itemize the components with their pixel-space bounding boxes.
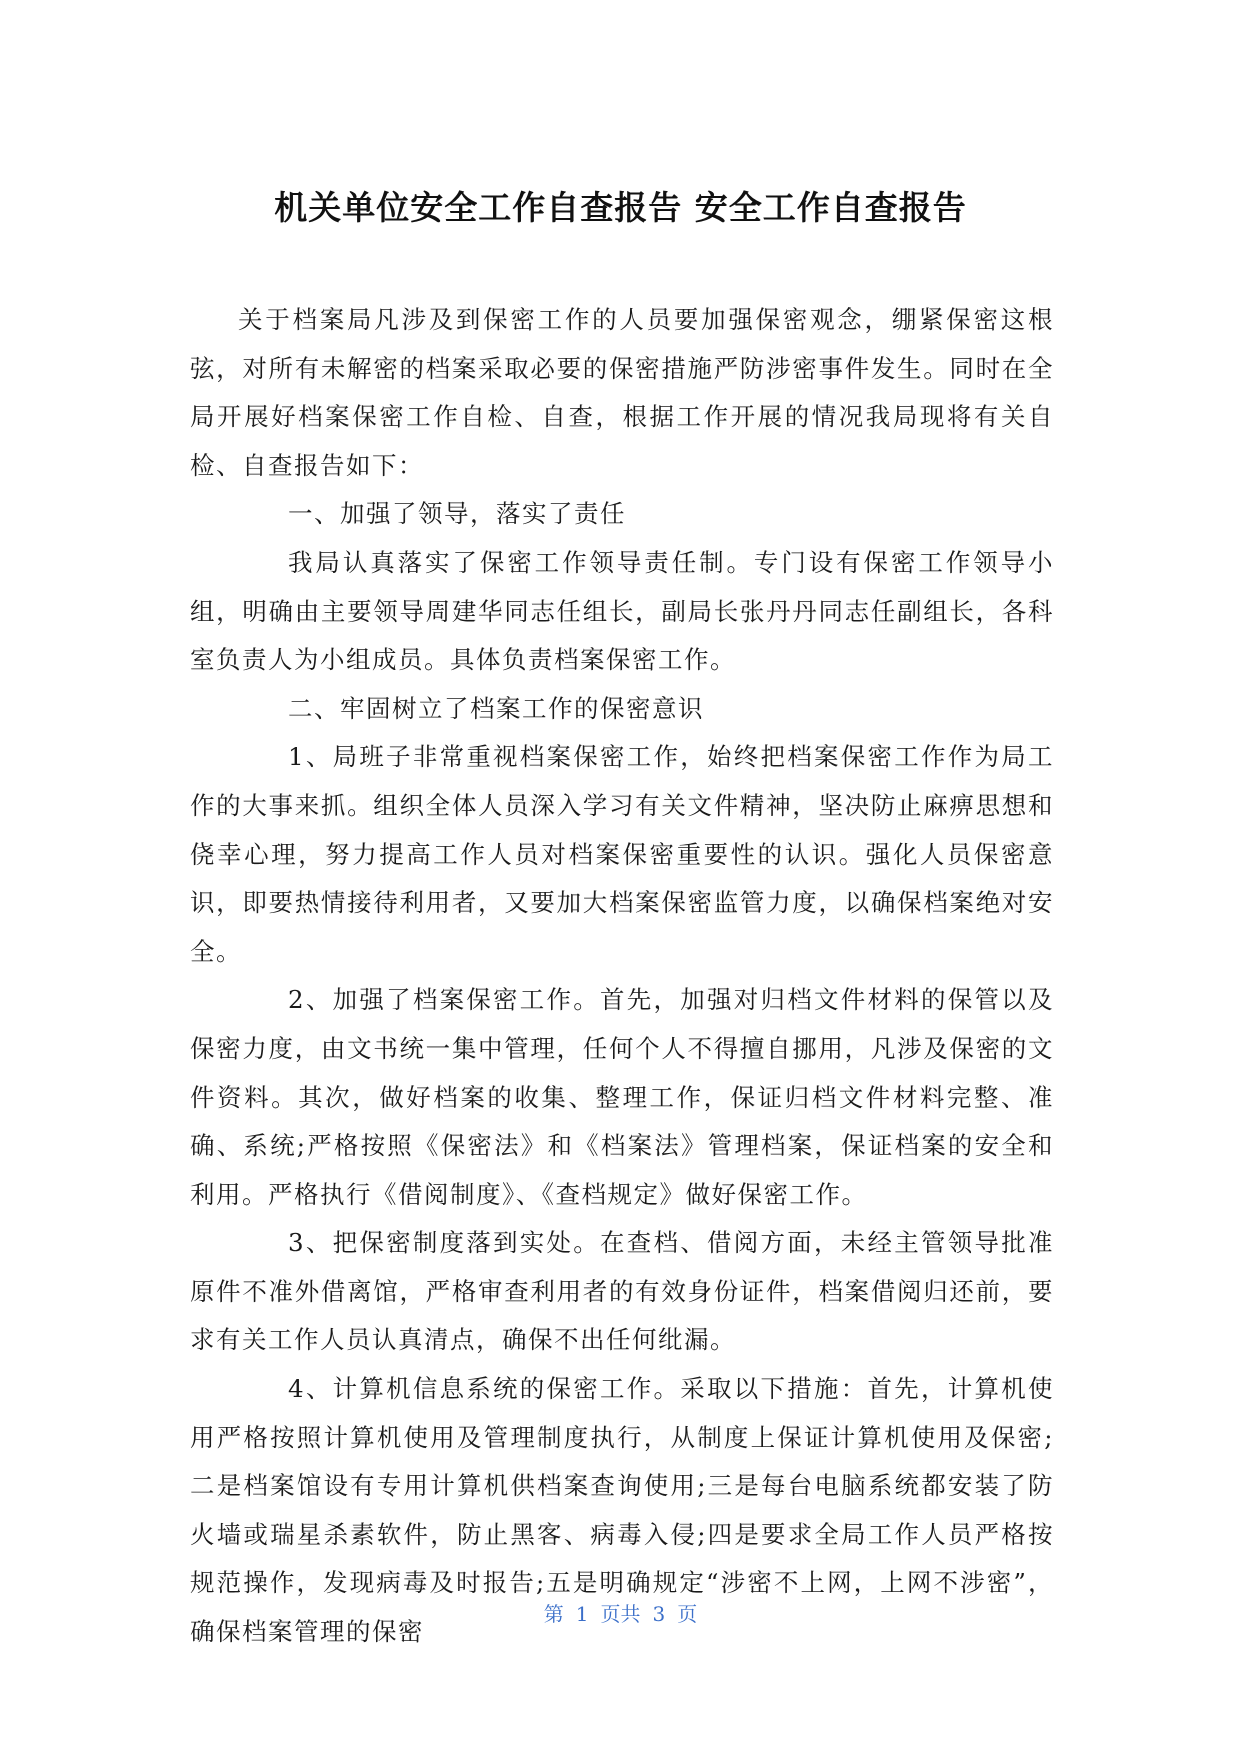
paragraph-item-1: 1、局班子非常重视档案保密工作，始终把档案保密工作作为局工作的大事来抓。组织全体人员深入学习有关文件精神，坚决防止麻痹思想和侥幸心理，努力提高工作人员对档案保密重要性的认识。强化人员保密意识，即要热情接待利用者，又要加大档案保密监管力度，以确保档案绝对安全。: [190, 742, 1054, 966]
footer-page-label: 第: [543, 1602, 564, 1626]
paragraph-item-2: 2、加强了档案保密工作。首先，加强对归档文件材料的保管以及保密力度，由文书统一集中管理，任何个人不得擅自挪用，凡涉及保密的文件资料。其次，做好档案的收集、整理工作，保证归档文件材料完整、准确、系统;严格按照《保密法》和《档案法》管理档案，保证档案的安全和利用。严格执行《借阅制度》、《查档规定》做好保密工作。: [190, 985, 1054, 1209]
page-footer: [0, 1599, 1241, 1629]
heading-section-1: 一、加强了领导，落实了责任: [288, 499, 626, 529]
paragraph-item-3: 3、把保密制度落到实处。在查档、借阅方面，未经主管领导批准原件不准外借离馆，严格审查利用者的有效身份证件，档案借阅归还前，要求有关工作人员认真清点，确保不出任何纰漏。: [190, 1228, 1054, 1355]
document-body: [190, 296, 1054, 1657]
footer-end-label: 页: [677, 1602, 698, 1626]
paragraph-section-1: 我局认真落实了保密工作领导责任制。专门设有保密工作领导小组，明确由主要领导周建华同志任组长，副局长张丹丹同志任副组长，各科室负责人为小组成员。具体负责档案保密工作。: [190, 547, 1054, 675]
footer-current-page: 1: [575, 1602, 589, 1626]
footer-mid-label: 页共: [600, 1602, 641, 1626]
paragraph-item-4: 4、计算机信息系统的保密工作。采取以下措施：首先，计算机使用严格按照计算机使用及管理制度执行，从制度上保证计算机使用及保密;二是档案馆设有专用计算机供档案查询使用;三是每台电脑系统都安装了防火墙或瑞星杀素软件，防止黑客、病毒入侵;四是要求全局工作人员严格按规范操作，发现病毒及时报告;五是明确规定“涉密不上网，上网不涉密”，确保档案管理的保密: [190, 1374, 1054, 1647]
document-title: 机关单位安全工作自查报告 安全工作自查报告: [274, 188, 967, 227]
footer-total-pages: 3: [652, 1602, 666, 1626]
heading-section-2: 二、牢固树立了档案工作的保密意识: [288, 693, 704, 723]
paragraph-intro: 关于档案局凡涉及到保密工作的人员要加强保密观念，绷紧保密这根弦，对所有未解密的档案采取必要的保密措施严防涉密事件发生。同时在全局开展好档案保密工作自检、自查，根据工作开展的情况我局现将有关自检、自查报告如下：: [190, 305, 1054, 480]
